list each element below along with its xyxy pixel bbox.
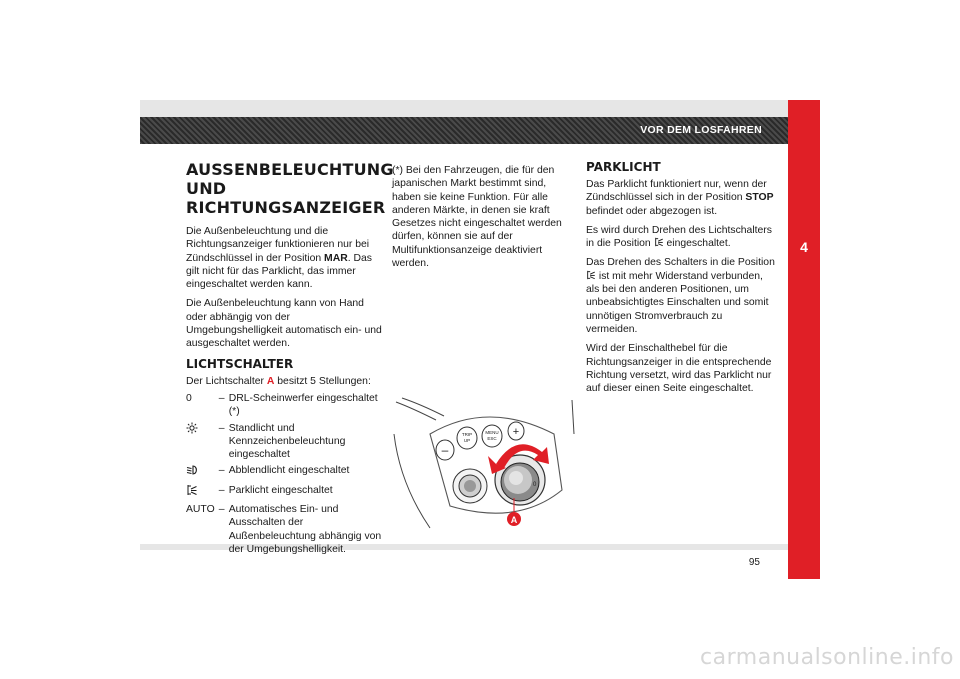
svg-text:TRIP: TRIP <box>461 432 473 437</box>
switch-intro: Der Lichtschalter A besitzt 5 Stellungen: <box>186 375 371 387</box>
list-item: – Abblendlicht eingeschaltet <box>186 464 382 483</box>
list-item: 0 – DRL-Scheinwerfer eingeschaltet (*) <box>186 392 382 422</box>
low-beam-icon <box>186 464 199 476</box>
key-position-stop: STOP <box>745 192 774 204</box>
auto-paragraph: Die Außenbeleuchtung kann von Hand oder abhängig von der Umgebungshelligkeit automatisch ein- und ausgeschaltet werden. <box>186 298 382 350</box>
park-light-side-icon <box>586 270 596 280</box>
park-light-side-icon <box>186 484 198 496</box>
watermark: carmanualsonline.info <box>700 645 954 670</box>
paragraph: Es wird durch Drehen des Lichtschalters in die Position eingeschaltet. <box>586 224 772 250</box>
paragraph: Wird der Einschalthebel für die Richtungsanzeiger in die entsprechende Richtung versetzt, wird das Parklicht nur auf dieser einen Seite eingeschaltet. <box>586 343 772 395</box>
callout-ref: A <box>266 375 275 387</box>
position-text: Automatisches Ein- und Ausschalten der Außenbeleuchtung abhängig von der Umgebungshelligkeit. <box>228 504 382 555</box>
right-column <box>586 160 776 401</box>
position-text: Standlicht und Kennzeichenbeleuchtung eingeschaltet <box>228 422 346 461</box>
header-top-band <box>140 100 788 117</box>
paragraph: Das Drehen des Schalters in die Position ist mit mehr Widerstand verbunden, als bei den anderen Positionen, um unbeabsichtigtes Einschalten und somit unnötigen Stromverbrauch zu vermeiden. <box>586 257 775 335</box>
footnote: (*) Bei den Fahrzeugen, die für den japanischen Markt bestimmt sind, haben sie keine Funktion. Für alle anderen Märkte, in denen sie kraft Gesetzes nicht eingeschaltet werden dürfen, können sie auf der Multifunktionsanzeige deaktiviert werden. <box>392 165 562 270</box>
chapter-tab <box>788 100 820 579</box>
svg-text:ESC: ESC <box>487 436 497 441</box>
knob-off-label: 0 <box>533 482 537 488</box>
positions-list <box>186 392 382 559</box>
left-column <box>186 160 394 559</box>
paragraph: Das Parklicht funktioniert nur, wenn der Zündschlüssel sich in der Position STOP befindet oder abgezogen ist. <box>586 179 774 217</box>
plus-button-label: + <box>512 426 520 438</box>
position-symbol: 0 <box>186 392 192 404</box>
page-title <box>186 160 394 217</box>
position-text: Parklicht eingeschaltet <box>228 484 333 496</box>
list-item: – Standlicht und Kennzeichenbeleuchtung eingeschaltet <box>186 422 382 465</box>
parking-light-icon <box>186 422 198 434</box>
section-title: VOR DEM LOSFAHREN <box>640 124 762 136</box>
position-text: Abblendlicht eingeschaltet <box>228 465 350 477</box>
position-text: DRL-Scheinwerfer eingeschaltet (*) <box>228 392 378 418</box>
light-switch-figure <box>392 394 578 532</box>
subsection-title: PARKLICHT <box>586 160 661 174</box>
list-item: AUTO – Automatisches Ein- und Ausschalten der Außenbeleuchtung abhängig von der Umgebungshelligkeit. <box>186 503 382 559</box>
list-item: – Parklicht eingeschaltet <box>186 484 382 503</box>
svg-text:UP: UP <box>463 438 471 443</box>
title-line: AUSSENBELEUCHTUNG <box>186 160 394 179</box>
callout-label: A <box>510 515 518 525</box>
position-symbol: AUTO <box>186 504 215 516</box>
key-position-mar: MAR <box>324 252 348 264</box>
subsection-title: LICHTSCHALTER <box>186 356 294 371</box>
park-light-side-icon <box>654 237 664 247</box>
intro-paragraph: Die Außenbeleuchtung und die Richtungsanzeiger funktionieren nur bei Zündschlüssel in der Position MAR. Das gilt nicht für das Parklicht, das immer eingeschaltet werden kann. <box>186 226 372 291</box>
page-number: 95 <box>748 557 760 568</box>
title-line: UND <box>186 179 227 198</box>
chapter-number: 4 <box>800 239 808 255</box>
minus-button-label: – <box>441 443 449 457</box>
section-header-bar <box>140 117 788 144</box>
svg-text:MENU: MENU <box>485 430 499 435</box>
title-line: RICHTUNGSANZEIGER <box>186 198 386 217</box>
middle-column <box>392 164 576 276</box>
